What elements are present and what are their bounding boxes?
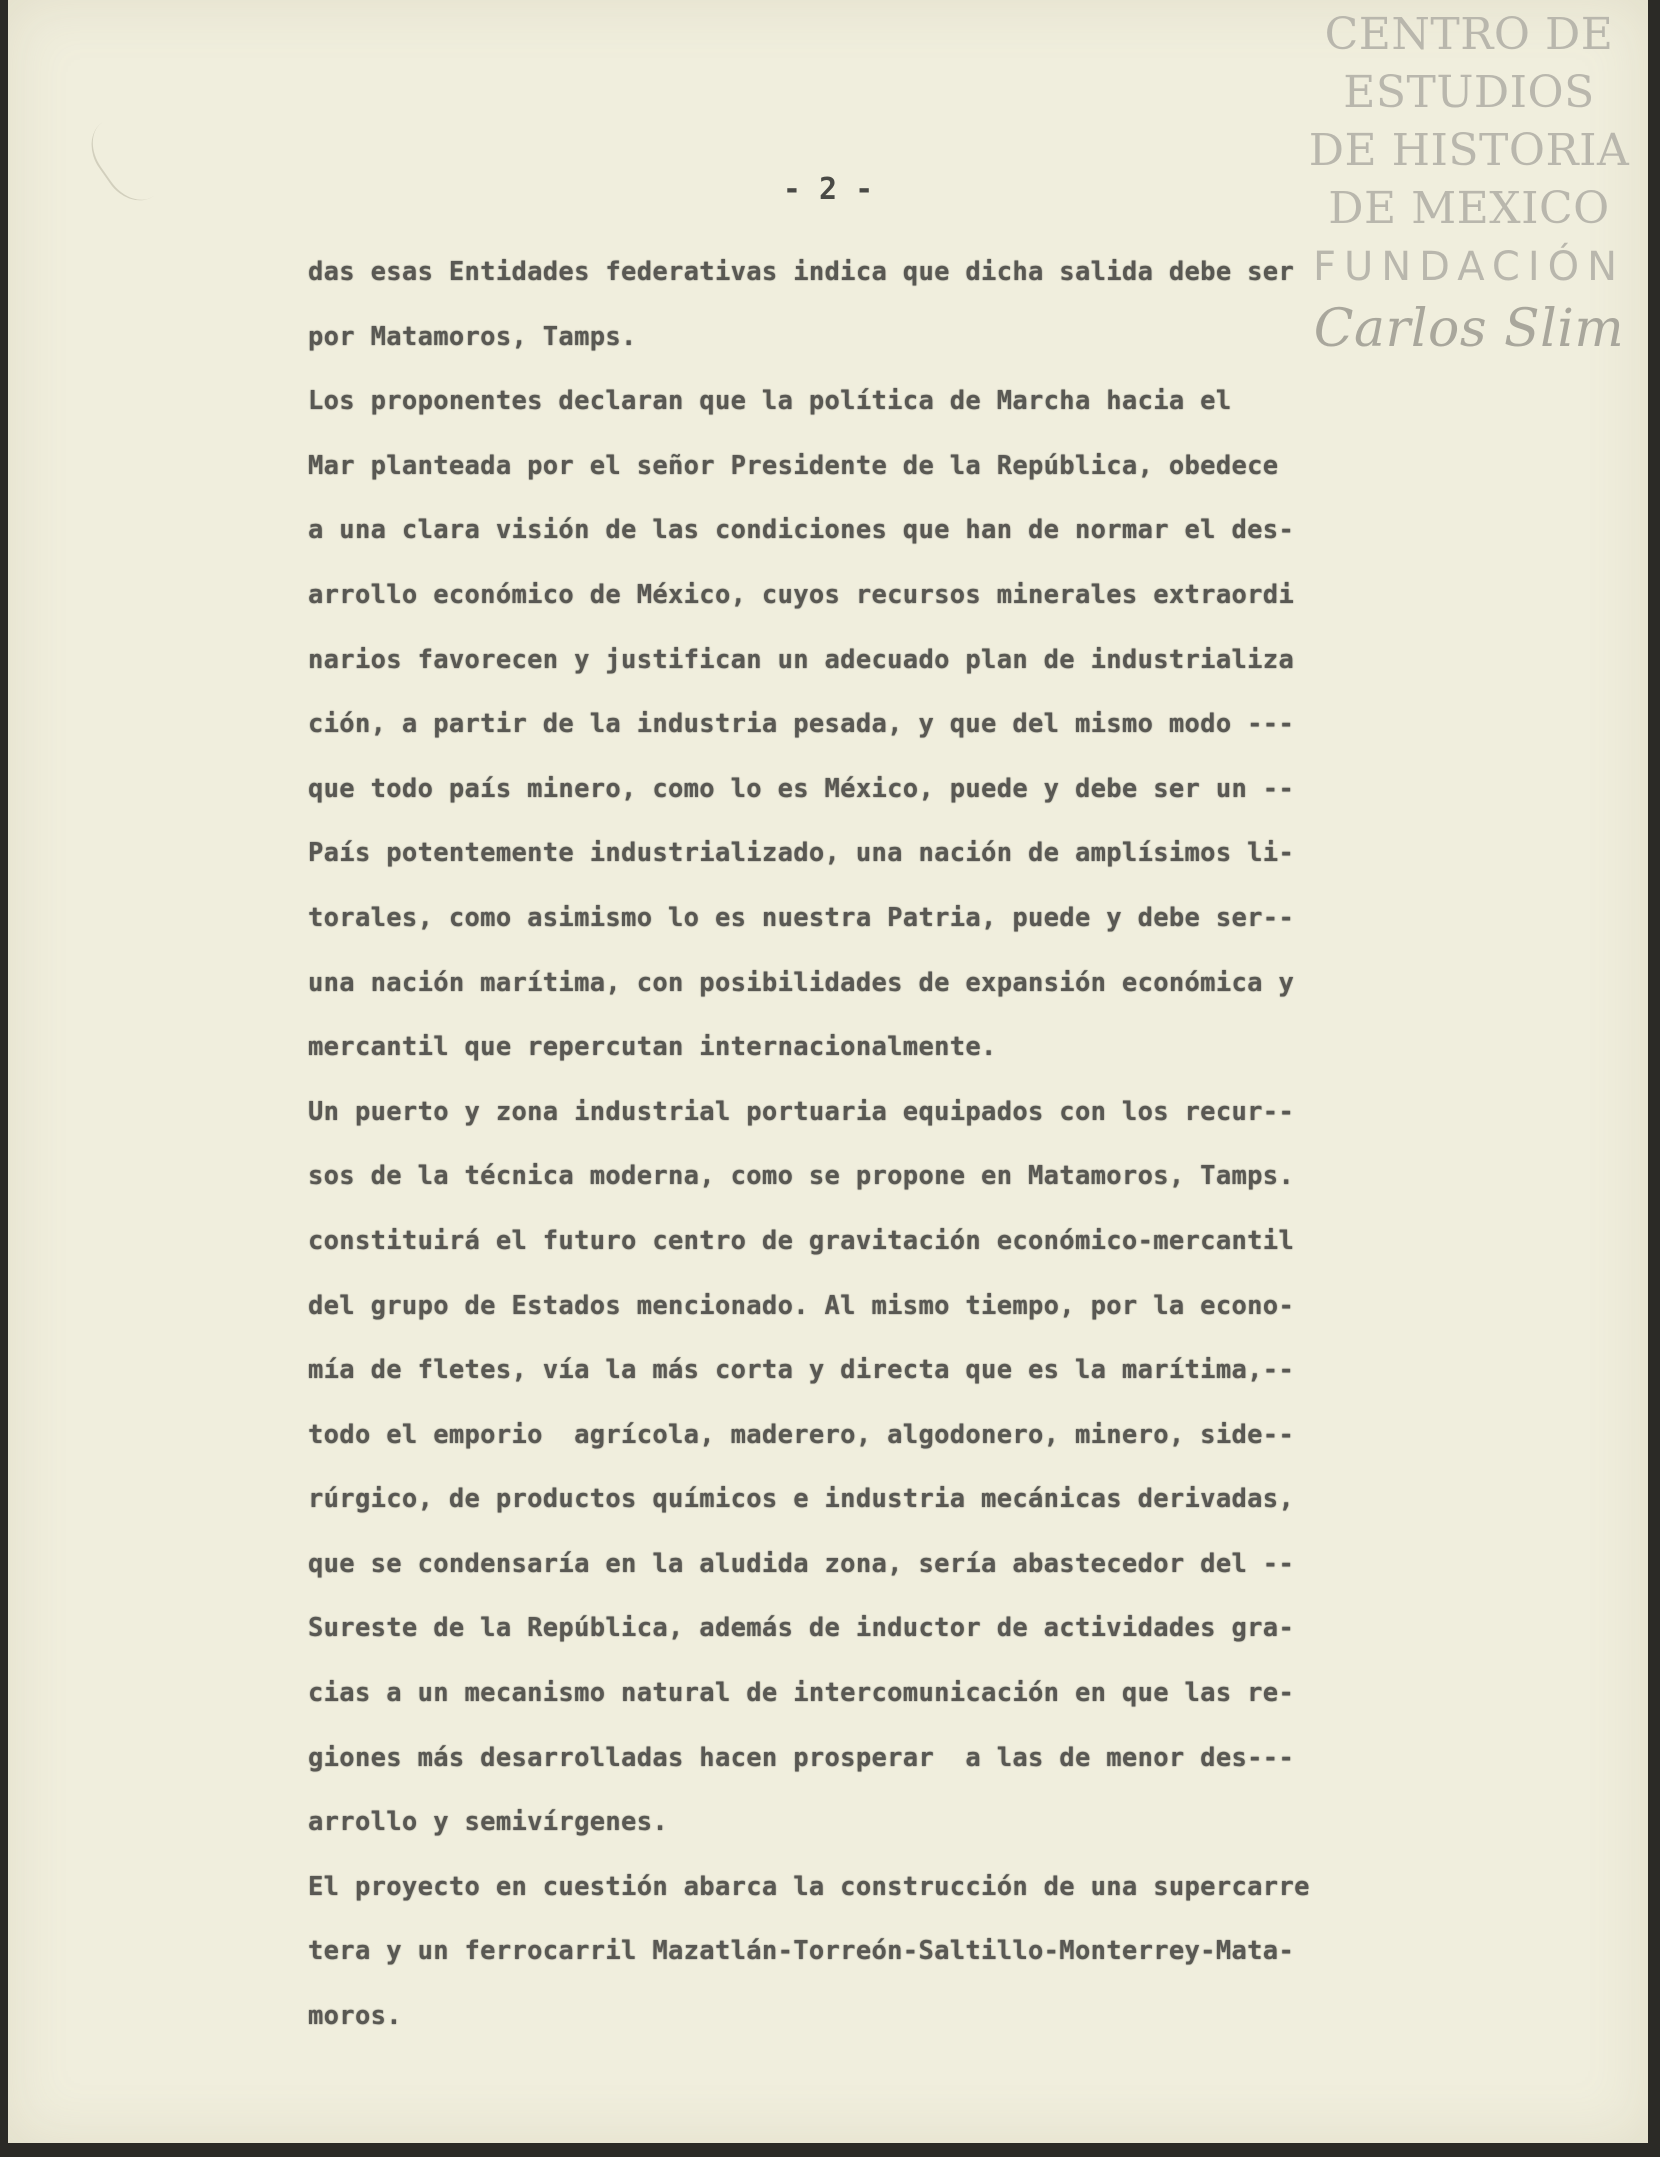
- watermark-line: DE MEXICO: [1328, 183, 1610, 234]
- text-line: Sureste de la República, además de inductor de actividades gra-: [308, 1613, 1295, 1644]
- text-line: El proyecto en cuestión abarca la construcción de una supercarre: [308, 1871, 1310, 1902]
- watermark-line: DE HISTORIA: [1308, 125, 1630, 176]
- typewritten-body: [308, 240, 1548, 2049]
- text-line: das esas Entidades federativas indica que dicha salida debe ser: [308, 257, 1295, 287]
- document-page: [8, 0, 1648, 2143]
- text-line: giones más desarrolladas hacen prosperar a las de menor des---: [308, 1742, 1295, 1773]
- text-line: Los proponentes declaran que la política de Marcha hacia el: [308, 386, 1232, 417]
- text-line: cias a un mecanismo natural de intercomunicación en que las re-: [308, 1678, 1295, 1709]
- text-line: moros.: [308, 2001, 402, 2032]
- text-line: Mar planteada por el señor Presidente de la República, obedece: [308, 450, 1279, 481]
- text-line: arrollo y semivírgenes.: [308, 1807, 669, 1838]
- text-line: constituirá el futuro centro de gravitación económico-mercantil: [308, 1225, 1295, 1256]
- text-line: tera y un ferrocarril Mazatlán-Torreón-Saltillo-Monterrey-Mata-: [308, 1936, 1295, 1967]
- text-line: una nación marítima, con posibilidades de expansión económica y: [308, 967, 1295, 998]
- page-number: - 2 -: [782, 172, 874, 207]
- text-line: por Matamoros, Tamps.: [308, 321, 637, 352]
- text-line: Un puerto y zona industrial portuaria equipados con los recur--: [308, 1096, 1295, 1127]
- text-line: todo el emporio agrícola, maderero, algodonero, minero, side--: [308, 1419, 1295, 1450]
- text-line: narios favorecen y justifican un adecuado plan de industrializa: [308, 644, 1295, 675]
- text-line: rúrgico, de productos químicos e industria mecánicas derivadas,: [308, 1484, 1295, 1515]
- watermark-line: FUNDACIÓN: [1312, 244, 1626, 290]
- text-line: torales, como asimismo lo es nuestra Patria, puede y debe ser--: [308, 902, 1295, 933]
- text-line: mía de fletes, vía la más corta y directa que es la marítima,--: [308, 1355, 1295, 1386]
- text-line: a una clara visión de las condiciones que han de normar el des-: [308, 515, 1295, 546]
- text-line: País potentemente industrializado, una nación de amplísimos li-: [308, 838, 1295, 869]
- text-line: arrollo económico de México, cuyos recursos minerales extraordi: [308, 579, 1295, 610]
- watermark-signature: Carlos Slim: [1313, 299, 1625, 359]
- watermark-line: ESTUDIOS: [1343, 67, 1595, 118]
- text-line: mercantil que repercutan internacionalmente.: [308, 1032, 997, 1063]
- text-line: sos de la técnica moderna, como se propone en Matamoros, Tamps.: [308, 1161, 1295, 1192]
- text-line: que se condensaría en la aludida zona, sería abastecedor del --: [308, 1548, 1295, 1579]
- text-line: que todo país minero, como lo es México, puede y debe ser un --: [308, 773, 1295, 804]
- text-line: del grupo de Estados mencionado. Al mismo tiempo, por la econo-: [308, 1290, 1295, 1321]
- watermark-line: CENTRO DE: [1324, 9, 1614, 60]
- text-line: ción, a partir de la industria pesada, y que del mismo modo ---: [308, 709, 1295, 740]
